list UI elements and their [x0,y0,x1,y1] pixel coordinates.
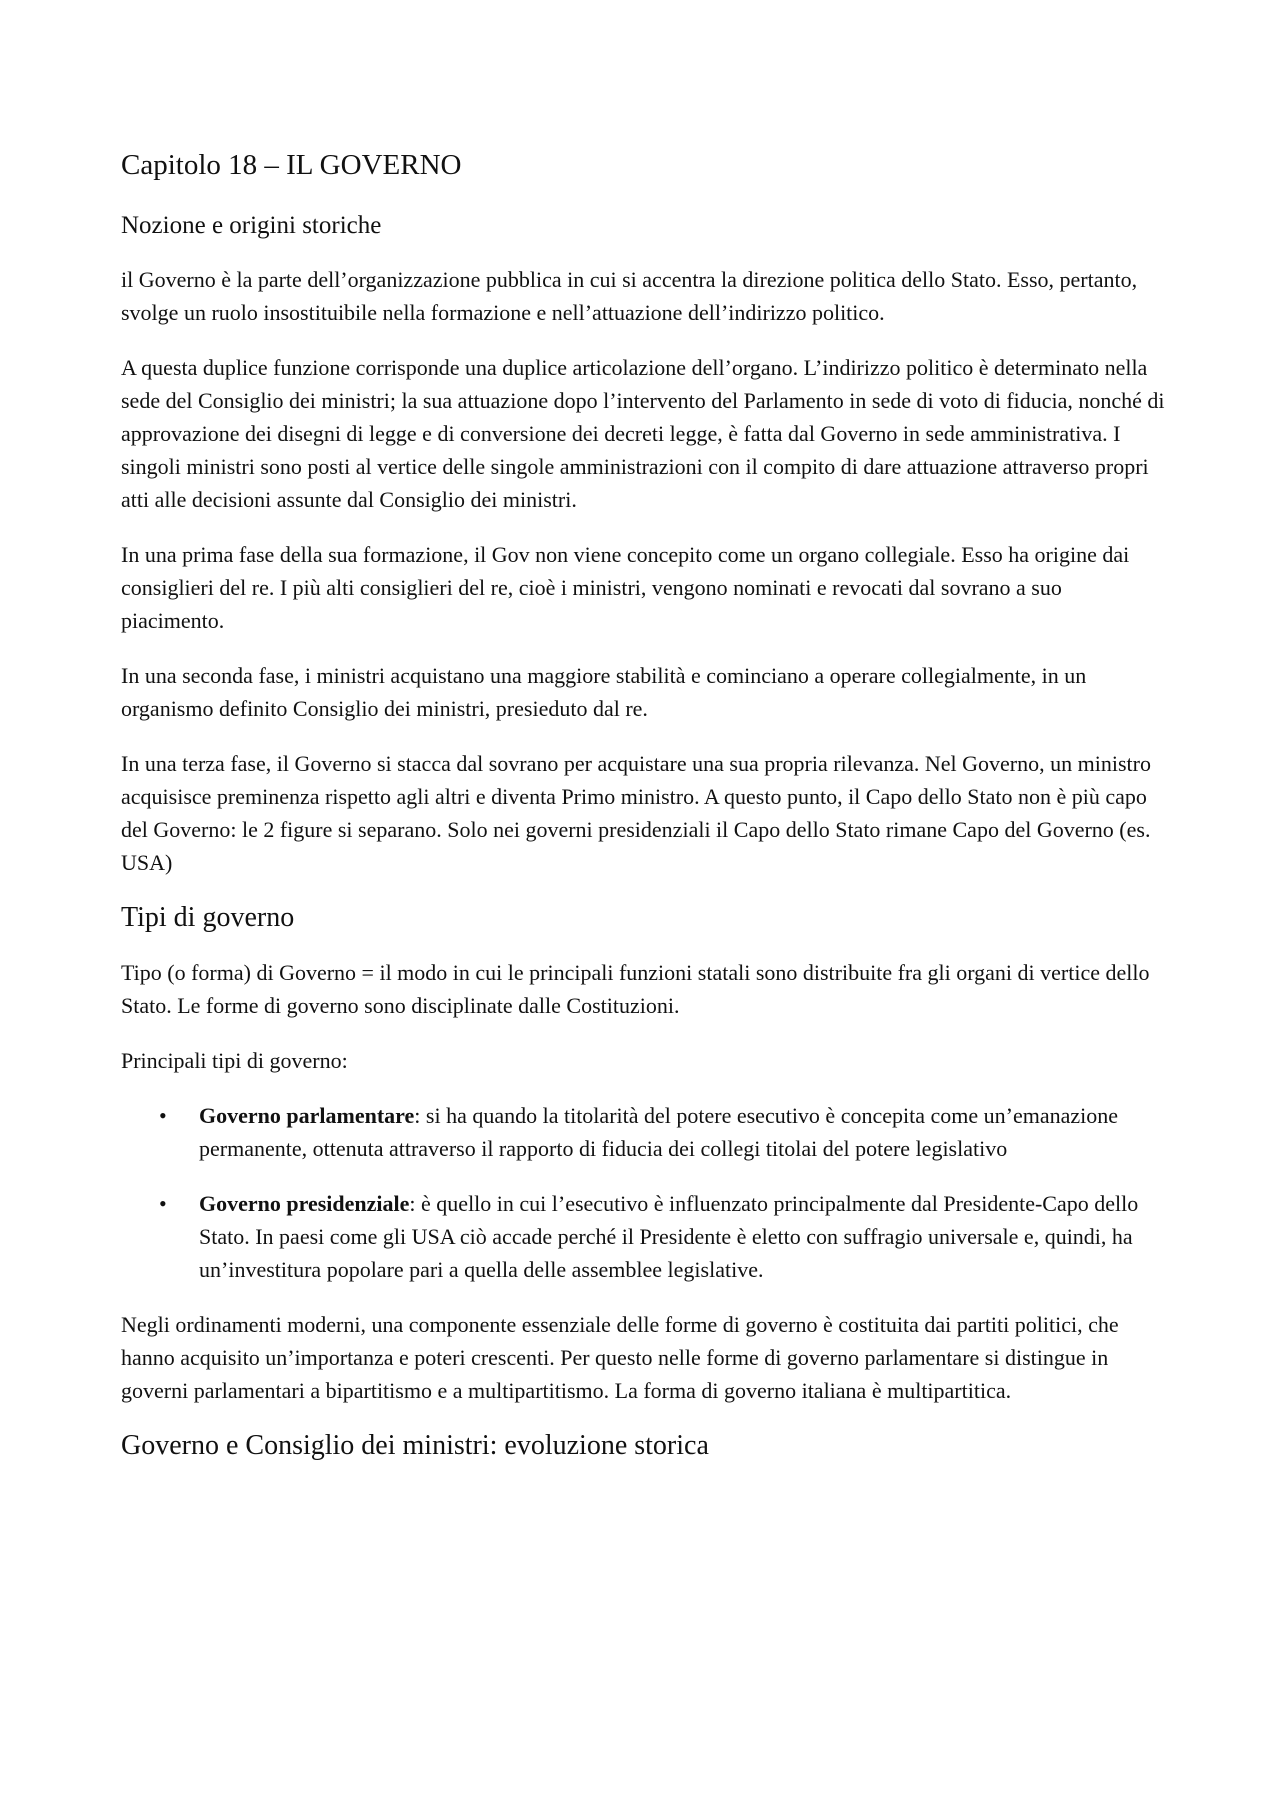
paragraph: A questa duplice funzione corrisponde una duplice articolazione dell’organo. L’indirizzo politico è determinato nella sede del Consiglio dei ministri; la sua attuazione dopo l’intervento del Parlamento in sede di voto di fiducia, nonché di approvazione dei disegni di legge e di conversione dei decreti legge, è fatta dal Governo in sede amministrativa. I singoli ministri sono posti al vertice delle singole amministrazioni con il compito di dare attuazione attraverso propri atti alle decisioni assunte dal Consiglio dei ministri. [121,354,1165,512]
list-item [121,1187,1166,1286]
section-heading-tipi: Tipi di governo [121,901,295,933]
paragraph: Negli ordinamenti moderni, una componente essenziale delle forme di governo è costituita dai partiti politici, che hanno acquisito un’importanza e poteri crescenti. Per questo nelle forme di governo parlamentare si distingue in governi parlamentari a bipartitismo e a multipartitismo. La forma di governo italiana è multipartitica. [121,1312,1119,1404]
paragraph: il Governo è la parte dell’organizzazione pubblica in cui si accentra la direzione politica dello Stato. Esso, pertanto, svolge un ruolo insostituibile nella formazione e nell’attuazione dell’indirizzo politico. [121,266,1138,325]
paragraph: Tipo (o forma) di Governo = il modo in cui le principali funzioni statali sono distribuite fra gli organi di vertice dello Stato. Le forme di governo sono disciplinate dalle Costituzioni. [121,960,1150,1019]
section-heading-nozione: Nozione e origini storiche [121,211,382,239]
paragraph: In una terza fase, il Governo si stacca dal sovrano per acquistare una sua propria rilevanza. Nel Governo, un ministro acquisisce preminenza rispetto agli altri e diventa Primo ministro. A questo punto, il Capo dello Stato non è più capo del Governo: le 2 figure si separano. Solo nei governi presidenziali il Capo dello Stato rimane Capo del Governo (es. USA) [121,750,1151,875]
bullet-icon: • [159,1191,167,1217]
list-item-text: : è quello in cui l’esecutivo è influenzato principalmente dal Presidente-Capo dello Stato. In paesi come gli USA ciò accade perché il Presidente è eletto con suffragio universale e, quindi, ha un’investitura popolare pari a quella delle assemblee legislative. [199,1191,1139,1283]
governo-types-list [121,1099,1166,1286]
section-heading-evoluzione: Governo e Consiglio dei ministri: evoluzione storica [121,1430,709,1462]
paragraph: In una prima fase della sua formazione, il Gov non viene concepito come un organo collegiale. Esso ha origine dai consiglieri del re. I più alti consiglieri del re, cioè i ministri, vengono nominati e revocati dal sovrano a suo piacimento. [121,541,1130,633]
list-item-term: Governo presidenziale [199,1191,410,1217]
paragraph: Principali tipi di governo: [121,1048,348,1074]
list-item-term: Governo parlamentare [199,1103,415,1129]
chapter-title: Capitolo 18 – IL GOVERNO [121,149,462,181]
list-item [121,1099,1166,1165]
list-item-text: : si ha quando la titolarità del potere esecutivo è concepita come un’emanazione permanente, ottenuta attraverso il rapporto di fiducia dei collegi titolai del potere legislativo [199,1103,1118,1162]
document-page [121,148,1166,1485]
bullet-icon: • [159,1103,167,1129]
paragraph: In una seconda fase, i ministri acquistano una maggiore stabilità e cominciano a operare collegialmente, in un organismo definito Consiglio dei ministri, presieduto dal re. [121,662,1087,721]
